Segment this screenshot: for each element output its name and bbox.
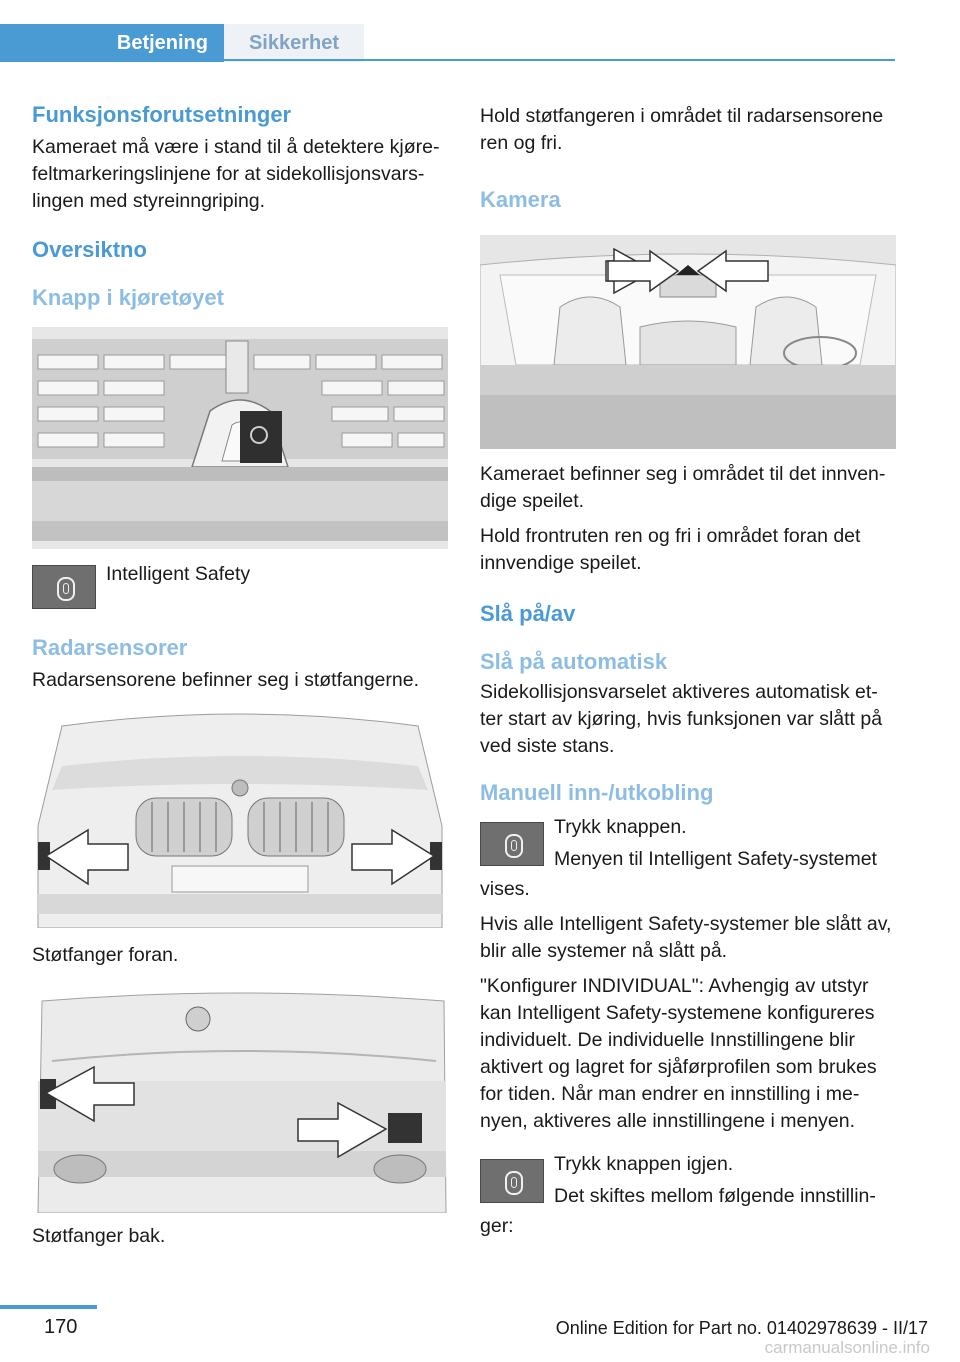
caption-front: Støtfanger foran. (32, 944, 179, 966)
footer-line (0, 1305, 97, 1309)
text-menyen: Menyen til Intelligent Safety-systemet (554, 848, 877, 870)
step-trykk-igjen (480, 1153, 896, 1213)
right-column (480, 98, 896, 1248)
heading-slaa-paa-av: Slå på/av (480, 601, 576, 626)
rear-bumper-illustration (32, 991, 448, 1213)
heading-manuell: Manuell inn-/utkobling (480, 780, 714, 805)
text-kamera-hold: Hold frontruten ren og fri i området foran det innvendige speilet. (480, 525, 861, 574)
tab-sikkerhet[interactable]: Sikkerhet (224, 24, 364, 62)
text-skiftes: Det skiftes mellom følgende innstillin- (554, 1185, 876, 1207)
intelligent-safety-button-icon (480, 1159, 544, 1203)
caption-rear: Støtfanger bak. (32, 1225, 166, 1247)
text-konfigurer: "Konfigurer INDIVIDUAL": Avhengig av utstyr kan Intelligent Safety-systemene konfigureres individuelt. De individuelle Innstillingene blir aktivert og lagret for sjåførprofilen som brukes for tiden. Når man endrer en innstilling i me-nyen, aktiveres alle innstillingene i menyen. (480, 975, 877, 1132)
camera-interior-illustration (480, 235, 896, 449)
text-ger: ger: (480, 1215, 514, 1237)
left-column (32, 98, 448, 1258)
intelligent-safety-button-icon (32, 565, 96, 609)
text-radar: Radarsensorene befinner seg i støtfangerne. (32, 669, 419, 691)
grille-button-illustration (32, 327, 448, 549)
step-trykk-knappen (480, 816, 896, 876)
heading-oversikt: Oversiktno (32, 237, 147, 262)
text-hvis-alle: Hvis alle Intelligent Safety-systemer ble slått av, blir alle systemer nå slått på. (480, 913, 892, 962)
page-number: 170 (44, 1316, 78, 1338)
text-trykk-igjen: Trykk knappen igjen. (554, 1153, 734, 1175)
button-label: Intelligent Safety (106, 563, 251, 585)
text-funksjon: Kameraet må være i stand til å detektere kjøre-feltmarkeringslinjene for at sidekollisjonsvars-lingen med styreinngriping. (32, 136, 440, 212)
watermark: carmanualsonline.info (764, 1338, 930, 1357)
text-vises: vises. (480, 878, 530, 900)
tab-betjening[interactable]: Betjening (0, 24, 224, 62)
heading-knapp: Knapp i kjøretøyet (32, 285, 224, 310)
text-kamera-plassering: Kameraet befinner seg i området til det innven-dige speilet. (480, 463, 886, 512)
chapter-tabs (0, 24, 895, 62)
heading-radarsensorer: Radarsensorer (32, 635, 188, 660)
heading-kamera: Kamera (480, 187, 561, 212)
tab-divider-line (224, 59, 895, 61)
button-legend (32, 565, 448, 621)
text-automatisk: Sidekollisjonsvarselet aktiveres automatisk et-ter start av kjøring, hvis funksjonen var slått på ved siste stans. (480, 681, 883, 757)
text-trykk-knappen: Trykk knappen. (554, 816, 687, 838)
edition-text: Online Edition for Part no. 01402978639 - II/17 (555, 1318, 928, 1338)
front-bumper-illustration (32, 706, 448, 928)
heading-slaa-paa-automatisk: Slå på automatisk (480, 649, 668, 674)
text-hold-stotfanger: Hold støtfangeren i området til radarsensorene ren og fri. (480, 105, 884, 154)
heading-funksjonsforutsetninger: Funksjonsforutsetninger (32, 102, 292, 127)
intelligent-safety-button-icon (480, 822, 544, 866)
